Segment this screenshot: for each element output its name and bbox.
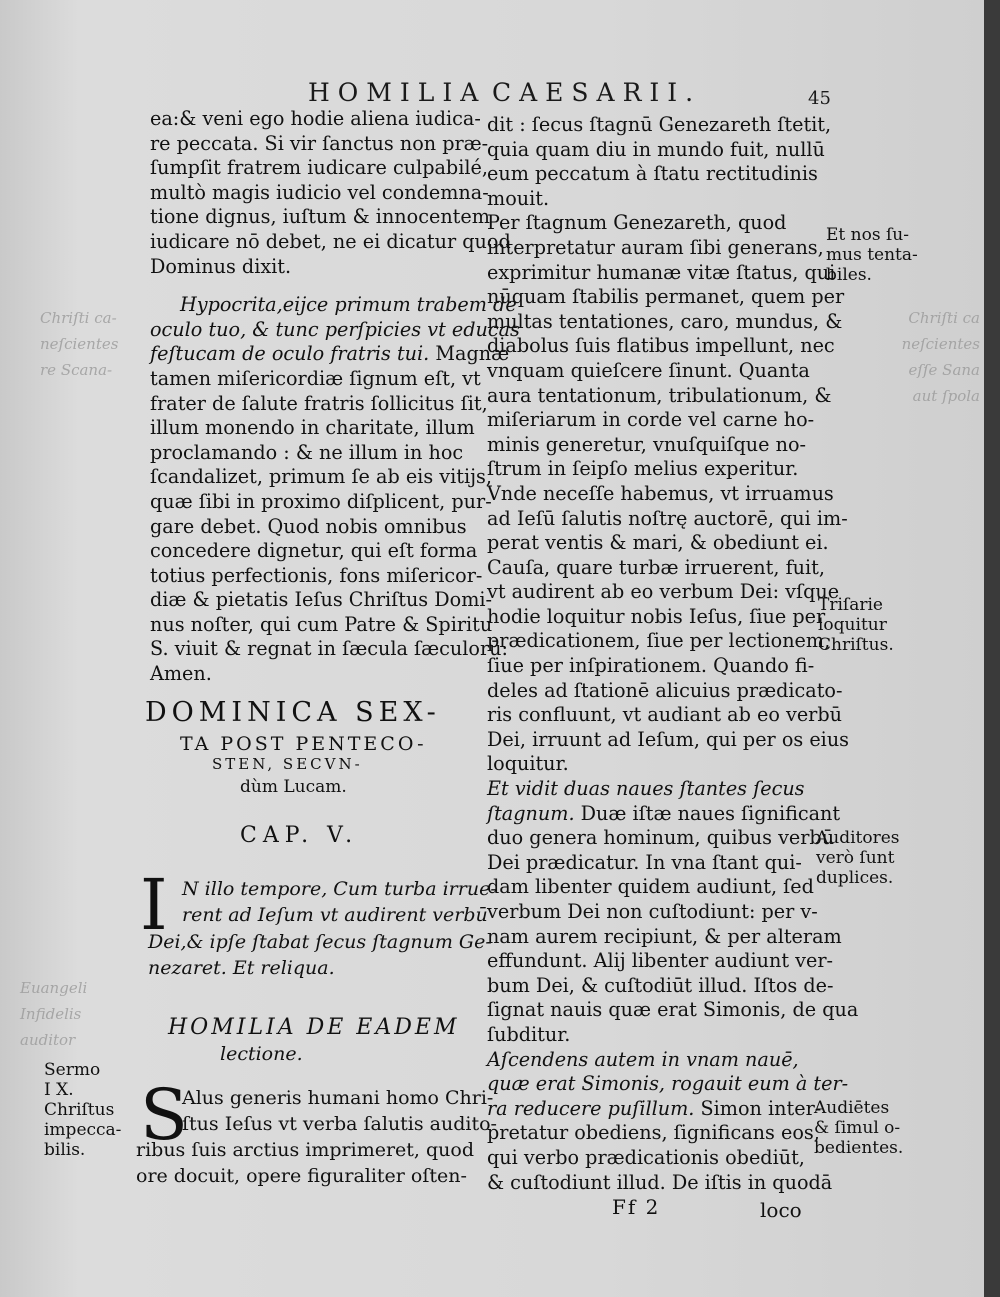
text-line: deles ad ſtationē alicuius prædicato- [487, 678, 843, 702]
text-line: prædicationem, ſiue per lectionem, [487, 629, 831, 653]
text-line: miſeriarum in corde vel carne ho- [487, 408, 815, 432]
text-line: ſtrum in ſeipſo melius experitur. [487, 457, 799, 481]
text-fragment: Magnæ [429, 342, 510, 366]
paragraph-gap [150, 279, 485, 293]
header-left: HOMILIA [308, 78, 487, 107]
quote-line: Aſcendens autem in vnam nauē, [487, 1047, 799, 1071]
margin-note-left: Sermo I X. Chriſtus impecca- bilis. [44, 1060, 122, 1160]
text-line: ſignat nauis quæ erat Simonis, de qua [487, 998, 859, 1022]
section-heading-line-3: STEN, SECVN- [212, 755, 363, 773]
gospel-text-bottom [148, 929, 492, 981]
text-line [487, 1097, 825, 1122]
folio-number: 45 [808, 88, 831, 109]
text-line [487, 801, 841, 827]
sermon-line: ore docuit, opere figuraliter oſten- [136, 1165, 467, 1187]
text-line: bum Dei, & cuſtodiūt illud. Iſtos de- [487, 973, 834, 997]
text-line: nūquam ſtabilis permanet, quem per [487, 285, 845, 309]
text-line: Dei prædicatur. In vna ſtant qui- [487, 850, 802, 874]
section-heading-line-4: dùm Lucam. [240, 777, 347, 797]
quote-line: oculo tuo, & tunc perſpicies vt educas [150, 317, 520, 341]
text-line: pretatur obediens, ſignificans eos, [487, 1121, 820, 1145]
header-right: CAESARII. [492, 78, 702, 107]
text-line: Dei, irruunt ad Ieſum, qui per os eius [487, 727, 850, 751]
quote-line: Hypocrita,eijce primum trabem de [180, 293, 517, 317]
sermon-line: ſtus Ieſus vt verba ſalutis audito- [182, 1113, 497, 1135]
text-line: Vnde neceſſe habemus, vt irruamus [487, 481, 834, 505]
text-line: multas tentationes, caro, mundus, & [487, 309, 843, 333]
text-line: minis generetur, vnuſquiſque no- [487, 432, 807, 456]
gospel-text-top [182, 876, 497, 928]
text-line: diæ & pietatis Ieſus Chriſtus Domi- [150, 588, 493, 612]
text-line: quia quam diu in mundo fuit, nullū [487, 137, 825, 161]
sermon-line: Alus generis humani homo Chri- [182, 1087, 494, 1109]
text-line: illum monendo in charitate, illum [150, 416, 475, 440]
text-line: nam aurem recipiunt, & per alteram [487, 924, 842, 948]
text-line: frater de ſalute fratris ſollicitus ſit, [150, 391, 488, 415]
gospel-line: N illo tempore, Cum turba irrue- [182, 878, 497, 900]
drop-cap-s: S [140, 1074, 188, 1156]
bleed-through-text-left: Chriſti ca- neſcientes re Scana- [40, 309, 119, 379]
text-line: interpretatur auram ſibi generans, [487, 235, 824, 259]
margin-note-right: Audiētes & ſimul o- bedientes. [814, 1098, 904, 1158]
text-line: quæ ſibi in proximo diſplicent, pur- [150, 489, 492, 513]
text-line: ſubditur. [487, 1022, 571, 1046]
quote-line: feſtucam de oculo fratris tui. [150, 342, 430, 366]
text-fragment: Simon inter- [694, 1096, 822, 1120]
text-line: S. viuit & regnat in ſæcula ſæculorū: [150, 637, 508, 661]
text-line: ſiue per inſpirationem. Quando fi- [487, 654, 815, 678]
text-line: re peccata. Si vir ſanctus non præ- [150, 131, 489, 155]
text-line: dam libenter quidem audiunt, ſed [487, 875, 814, 899]
text-line: hodie loquitur nobis Ieſus, ſiue per [487, 604, 826, 628]
text-line: exprimitur humanæ vitæ ſtatus, qui [487, 260, 836, 284]
text-fragment: Duæ iſtæ naues ſignificant [574, 801, 841, 825]
sermon-line: ribus ſuis arctius imprimeret, quod [136, 1139, 474, 1161]
text-line: effundunt. Alij libenter audiunt ver- [487, 949, 833, 973]
text-line: Dominus dixit. [150, 254, 292, 278]
section-heading: DOMINICA SEX- [145, 697, 441, 728]
chapter-label: CAP. V. [240, 823, 359, 848]
text-line: aura tentationum, tribulationum, & [487, 383, 832, 407]
margin-note-right: Et nos ſu- mus tenta- biles. [826, 225, 918, 285]
homily-subtitle: lectione. [220, 1043, 303, 1065]
text-line: qui verbo prædicationis obediūt, [487, 1145, 805, 1169]
text-line: duo genera hominum, quibus verbū [487, 826, 835, 850]
text-line: Per ſtagnum Genezareth, quod [487, 211, 787, 235]
catchword: loco [760, 1198, 802, 1222]
text-line: totius perfectionis, fons miſericor- [150, 563, 483, 587]
homily-title: HOMILIA DE EADEM [168, 1015, 460, 1040]
quote-line: Et vidit duas naues ſtantes ſecus [487, 777, 805, 801]
text-line: perat ventis & mari, & obediunt ei. [487, 531, 829, 555]
section-heading-line-2: TA POST PENTECO- [180, 733, 427, 755]
text-line: Amen. [150, 662, 212, 686]
sermon-text-top [182, 1085, 497, 1137]
gospel-line: rent ad Ieſum vt audirent verbū [182, 904, 488, 926]
text-line: iudicare nō debet, ne ei dicatur quod [150, 229, 511, 253]
text-line: vt audirent ab eo verbum Dei: vſque [487, 580, 840, 604]
text-line: eum peccatum à ſtatu rectitudinis [487, 162, 818, 186]
bleed-through-text: Chriſti ca neſcientes eſſe Sana aut ſpola [901, 309, 980, 405]
book-spine-edge [984, 0, 1000, 1297]
margin-note-right: Auditores verò ſunt duplices. [816, 828, 900, 888]
running-header [0, 78, 984, 118]
text-line: ris confluunt, vt audiant ab eo verbū [487, 703, 842, 727]
text-line: gare debet. Quod nobis omnibus [150, 514, 467, 538]
gospel-line: Dei,& ipſe ſtabat ſecus ſtagnum Ge- [148, 931, 492, 953]
text-line: verbum Dei non cuſtodiunt: per v- [487, 900, 818, 923]
quote-line: ra reducere puſillum. [487, 1096, 695, 1120]
text-line: Cauſa, quare turbæ irruerent, fuit, [487, 555, 825, 579]
margin-note-right: Triſarie loquitur Chriſtus. [818, 595, 894, 655]
text-line: concedere dignetur, qui eſt forma [150, 539, 478, 563]
quote-line: quæ erat Simonis, rogauit eum à ter- [487, 1072, 849, 1096]
text-line: ea:& veni ego hodie aliena iudica- [150, 107, 481, 130]
sermon-text-bottom [136, 1137, 474, 1189]
text-line: dit : ſecus ſtagnū Genezareth ſtetit, [487, 113, 832, 136]
quote-line: ſtagnum. [487, 801, 575, 825]
text-line: mouit. [487, 186, 550, 210]
bleed-through-text-left-lower: Euangeli Infidelis auditor [20, 979, 88, 1049]
text-line: ad Ieſū ſalutis noſtrę auctorē, qui im- [487, 506, 848, 530]
text-line [150, 342, 510, 367]
gospel-line: nezaret. Et reliqua. [148, 957, 335, 979]
text-line: loquitur. [487, 752, 569, 776]
text-line: diabolus ſuis flatibus impellunt, nec [487, 334, 835, 358]
text-line: tamen miſericordiæ ſignum eſt, vt [150, 366, 481, 390]
text-line: proclamando : & ne illum in hoc [150, 440, 464, 464]
signature-mark: Ff 2 [612, 1195, 661, 1219]
text-line: ſumpſit fratrem iudicare culpabilé, [150, 156, 488, 180]
text-line: nus noſter, qui cum Patre & Spiritu [150, 612, 493, 636]
text-line: tione dignus, iuſtum & innocentem [150, 205, 490, 229]
text-line: vnquam quieſcere ſinunt. Quanta [487, 358, 810, 382]
text-line: & cuſtodiunt illud. De iſtis in quodā [487, 1170, 833, 1194]
drop-cap-i: I [140, 864, 168, 946]
text-line: multò magis iudicio vel condemna- [150, 180, 489, 204]
text-line: ſcandalizet, primum ſe ab eis vitijs, [150, 465, 492, 489]
